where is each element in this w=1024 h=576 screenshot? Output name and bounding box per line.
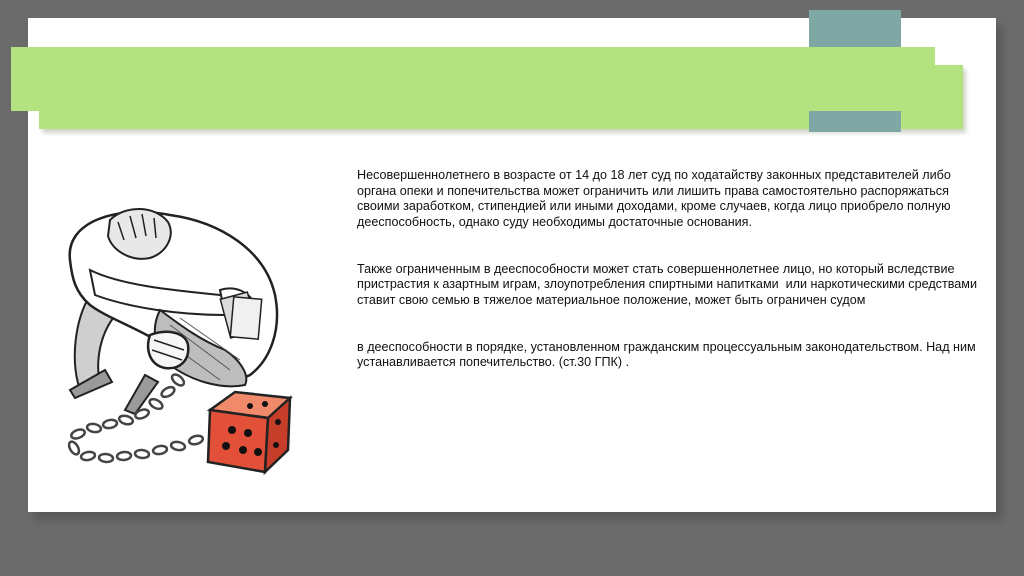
- chained-man-dice-icon: [50, 200, 300, 480]
- paragraph-2: Также ограниченным в дееспособности может стать совершеннолетнее лицо, но который вследствие пристрастия к азартным играм, злоупотребления спиртными напитками или наркотическими средствами ставит свою семью в тяжелое материальное положение, может быть ограничен судом: [357, 261, 981, 307]
- slide-body-text: [357, 137, 985, 387]
- paragraph-1: Несовершеннолетнего в возрасте от 14 до 18 лет суд по ходатайству законных представителей либо органа опеки и попечительства может ограничить или лишить права самостоятельно распоряжаться своими заработком, стипендией или иными доходами, кроме случаев, когда лицо приобрело полную дееспособность, однако суду необходимы достаточные основания.: [357, 168, 955, 229]
- paragraph-3: в дееспособности в порядке, установленном гражданским процессуальным законодательством. Над ним устанавливается попечительство. (ст.30 ГПК) .: [357, 339, 980, 370]
- title-band-top: [11, 47, 935, 111]
